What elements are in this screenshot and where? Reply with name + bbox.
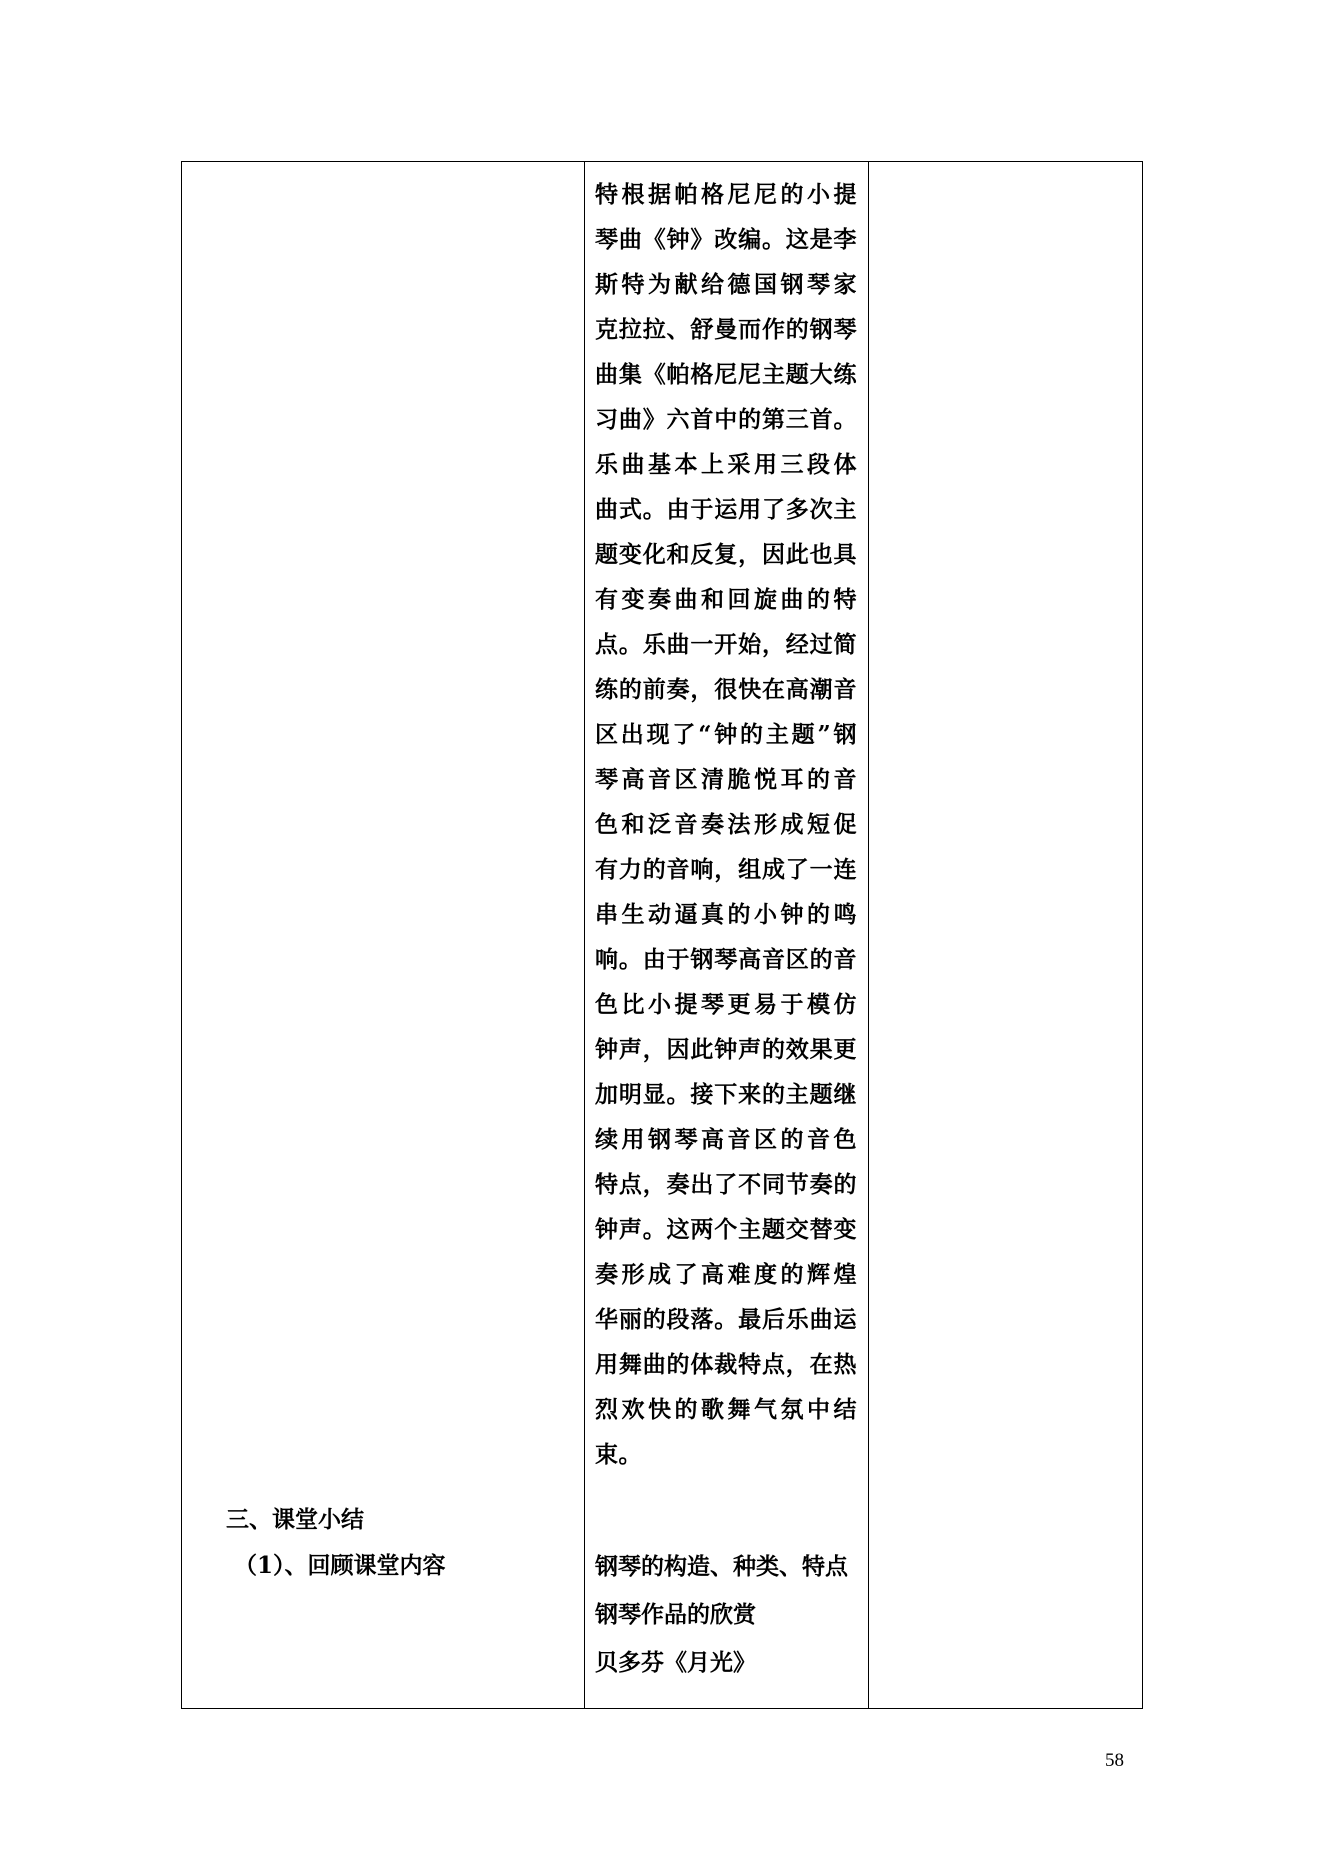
content-column-cell — [595, 172, 857, 1477]
content-line: 串生动逼真的小钟的鸣 — [595, 901, 857, 928]
content-line: 习曲》六首中的第三首。 — [595, 406, 857, 433]
process-column-cell — [226, 1497, 566, 1589]
page-number: 58 — [1105, 1750, 1124, 1771]
content-line: 加明显。接下来的主题继 — [595, 1081, 857, 1108]
content-line: 琴曲《钟》改编。这是李 — [595, 226, 857, 253]
content-line: 续用钢琴高音区的音色 — [595, 1126, 857, 1153]
content-line: 有力的音响，组成了一连 — [595, 856, 857, 883]
summary-line: 钢琴作品的欣赏 — [595, 1601, 756, 1628]
content-line: 用舞曲的体裁特点，在热 — [595, 1351, 857, 1378]
content-line: 斯特为献给德国钢琴家 — [595, 271, 857, 298]
content-line: 色和泛音奏法形成短促 — [595, 811, 857, 838]
content-line: 克拉拉、舒曼而作的钢琴 — [595, 316, 857, 343]
content-line: 练的前奏，很快在高潮音 — [595, 676, 857, 703]
lesson-plan-table — [181, 161, 1143, 1709]
section-heading: 三、课堂小结 — [226, 1506, 364, 1533]
content-line: 乐曲基本上采用三段体 — [595, 451, 857, 478]
content-line: 有变奏曲和回旋曲的特 — [595, 586, 857, 613]
summary-line: 贝多芬《月光》 — [595, 1649, 756, 1676]
section-item: （1）、回顾课堂内容 — [234, 1552, 446, 1579]
content-line: 钟声，因此钟声的效果更 — [595, 1036, 857, 1063]
summary-line: 钢琴的构造、种类、特点 — [595, 1553, 848, 1580]
content-line: 特点，奏出了不同节奏的 — [595, 1171, 857, 1198]
content-line: 特根据帕格尼尼的小提 — [595, 181, 857, 208]
content-line: 奏形成了高难度的辉煌 — [595, 1261, 857, 1288]
content-line: 琴高音区清脆悦耳的音 — [595, 766, 857, 793]
content-line: 束。 — [595, 1441, 642, 1468]
content-line: 曲式。由于运用了多次主 — [595, 496, 857, 523]
column-divider-2 — [868, 162, 869, 1708]
content-line: 曲集《帕格尼尼主题大练 — [595, 361, 857, 388]
column-divider-1 — [584, 162, 585, 1708]
content-line: 题变化和反复，因此也具 — [595, 541, 857, 568]
content-line: 色比小提琴更易于模仿 — [595, 991, 857, 1018]
content-line: 钟声。这两个主题交替变 — [595, 1216, 857, 1243]
summary-column-cell — [595, 1543, 857, 1687]
content-line: 点。乐曲一开始，经过简 — [595, 631, 857, 658]
content-line: 区出现了“钟的主题”钢 — [595, 721, 857, 748]
content-line: 华丽的段落。最后乐曲运 — [595, 1306, 857, 1333]
content-line: 烈欢快的歌舞气氛中结 — [595, 1396, 857, 1423]
content-line: 响。由于钢琴高音区的音 — [595, 946, 857, 973]
